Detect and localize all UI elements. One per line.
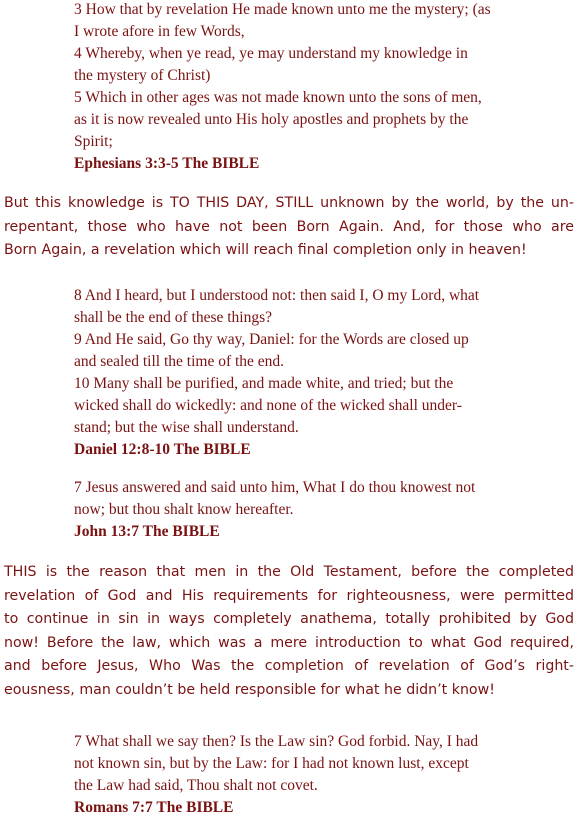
- scripture-reference: Daniel 12:8-10 The BIBLE: [74, 441, 251, 458]
- paragraph-line: revelation of God and His requirements for righteousness, were permitted: [4, 587, 574, 604]
- verse-line: the Law had said, Thou shalt not covet.: [74, 777, 318, 794]
- paragraph-line: and before Jesus, Who Was the completion of revelation of God’s right-: [4, 658, 574, 674]
- paragraph-line: to continue in sin in ways completely anathema, totally prohibited by God: [4, 611, 574, 627]
- verse-line: 3 How that by revelation He made known unto me the mystery; (as: [74, 1, 491, 18]
- verse-line: 9 And He said, Go thy way, Daniel: for the Words are closed up: [74, 331, 469, 348]
- verse-line: now; but thou shalt know hereafter.: [74, 501, 294, 518]
- paragraph-line: Born Again, a revelation which will reach final completion only in heaven!: [4, 242, 527, 258]
- scripture-reference: John 13:7 The BIBLE: [74, 523, 220, 540]
- paragraph-line: repentant, those who have not been Born Again. And, for those who are: [4, 218, 574, 235]
- verse-line: 4 Whereby, when ye read, ye may understand my knowledge in: [74, 45, 468, 62]
- verse-line: 7 Jesus answered and said unto him, What I do thou knowest not: [74, 479, 476, 496]
- commentary-paragraph-2: [4, 561, 574, 702]
- verse-line: as it is now revealed unto His holy apostles and prophets by the: [74, 111, 469, 128]
- paragraph-line: THIS is the reason that men in the Old Testament, before the completed: [4, 564, 574, 580]
- verse-line: wicked shall do wickedly: and none of the wicked shall under-: [74, 397, 462, 414]
- verse-line: 10 Many shall be purified, and made white, and tried; but the: [74, 375, 454, 392]
- verse-line: 5 Which in other ages was not made known unto the sons of men,: [74, 89, 482, 106]
- verse-line: Spirit;: [74, 133, 113, 150]
- verse-line: stand; but the wise shall understand.: [74, 419, 299, 436]
- scripture-quote-john: [74, 477, 554, 543]
- verse-line: 7 What shall we say then? Is the Law sin? God forbid. Nay, I had: [74, 733, 479, 750]
- verse-line: not known sin, but by the Law: for I had not known lust, except: [74, 755, 469, 772]
- verse-line: and sealed till the time of the end.: [74, 353, 285, 370]
- scripture-reference: Ephesians 3:3-5 The BIBLE: [74, 155, 260, 172]
- scripture-quote-ephesians: [74, 0, 554, 175]
- paragraph-line: eousness, man couldn’t be held responsible for what he didn’t know!: [4, 681, 495, 698]
- commentary-paragraph-1: [4, 192, 574, 263]
- scripture-quote-daniel: [74, 285, 554, 461]
- paragraph-line: now! Before the law, which was a mere introduction to what God required,: [4, 634, 574, 651]
- verse-line: 8 And I heard, but I understood not: then said I, O my Lord, what: [74, 287, 480, 304]
- paragraph-line: But this knowledge is TO THIS DAY, STILL unknown by the world, by the un-: [4, 195, 574, 211]
- scripture-quote-romans: [74, 731, 554, 819]
- scripture-reference: Romans 7:7 The BIBLE: [74, 799, 234, 816]
- verse-line: I wrote afore in few Words,: [74, 23, 245, 40]
- verse-line: shall be the end of these things?: [74, 309, 273, 326]
- verse-line: the mystery of Christ): [74, 67, 211, 84]
